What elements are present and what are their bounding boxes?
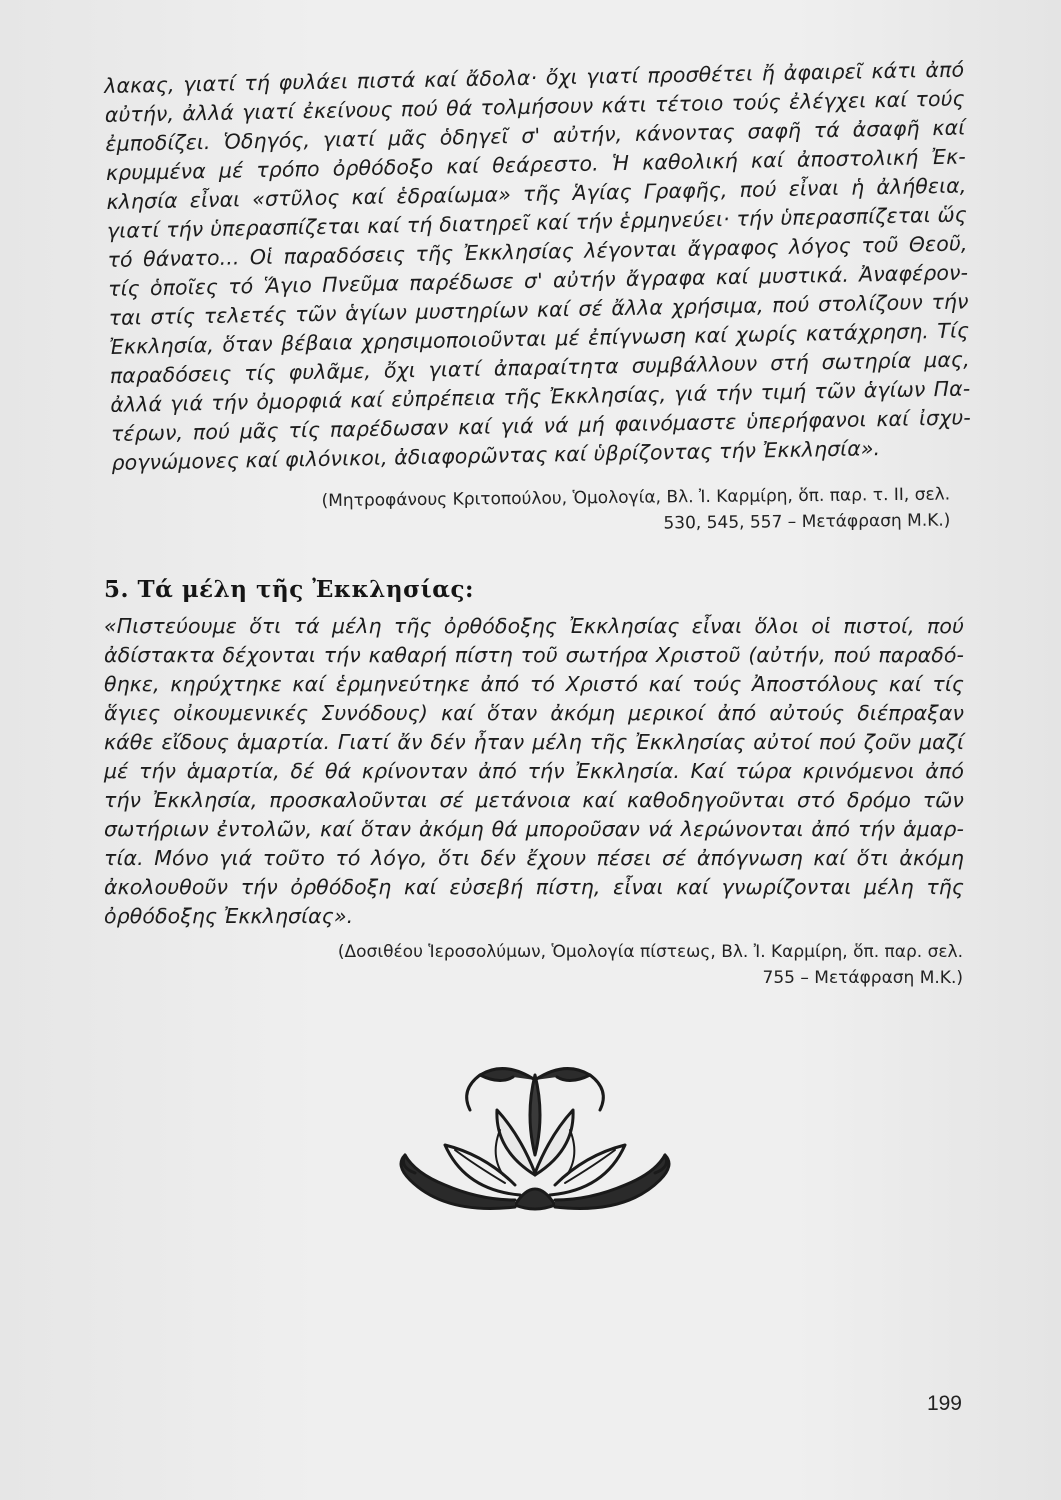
text-line: λακας, γιατί τή φυλάει πιστά καί ἄδολα· ὄχι γιατί προσθέτει ἤ ἀφαιρεῖ κάτι ἀπό [104, 57, 965, 98]
paragraph-quote-kritopoulos [104, 55, 972, 477]
text-line: ἅγιες οἰκουμενικές Συνόδους) καί ὅταν ἀκόμη μερικοί ἀπό αὐτούς διέπραξαν [104, 701, 964, 725]
text-line: παραδόσεις τίς φυλᾶμε, ὄχι γιατί ἀπαραίτητα συμβάλλουν στή σωτηρία μας, [109, 347, 970, 388]
citation-line: 530, 545, 557 – Μετάφραση Μ.Κ.) [663, 510, 951, 534]
text-line: γιατί τήν ὑπερασπίζεται καί τή διατηρεῖ καί τήν ἑρμηνεύει· τήν ὑπερασπίζεται ὥς [106, 202, 968, 243]
text-line: ρογνώμονες καί φιλόνικοι, ἀδιαφορῶντας καί ὑβρίζοντας τήν Ἐκκλησία». [111, 436, 881, 475]
citation-line: (Δοσιθέου Ἱεροσολύμων, Ὁμολογία πίστεως, Βλ. Ἰ. Καρμίρη, ὅπ. παρ. σελ. [337, 942, 963, 962]
citation-line: 755 – Μετάφραση Μ.Κ.) [762, 968, 963, 988]
text-line: ἀλλά γιά τήν ὀμορφιά καί εὐπρέπεια τῆς Ἐκκλησίας, γιά τήν τιμή τῶν ἁγίων Πα- [110, 376, 971, 417]
text-line: ὀρθόδοξης Ἐκκλησίας». [104, 904, 354, 928]
text-line: μέ τήν ἁμαρτία, δέ θά κρίνονταν ἀπό τήν Ἐκκλησία. Καί τώρα κρινόμενοι ἀπό [104, 759, 964, 783]
text-line: «Πιστεύουμε ὅτι τά μέλη τῆς ὀρθόδοξης Ἐκκλησίας εἶναι ὅλοι οἱ πιστοί, πού [104, 614, 964, 638]
text-line: θηκε, κηρύχτηκε καί ἑρμηνεύτηκε ἀπό τό Χριστό καί τούς Ἀποστόλους καί τίς [104, 672, 964, 696]
lotus-flower-icon [385, 1055, 685, 1215]
citation-kritopoulos [230, 481, 951, 541]
text-line: ἐμποδίζει. Ὁδηγός, γιατί μᾶς ὁδηγεῖ σ' αὐτήν, κάνοντας σαφῆ τά ἀσαφῆ καί [105, 115, 966, 156]
text-line: αὐτήν, ἀλλά γιατί ἐκείνους πού θά τολμήσουν κάτι τέτοιο τούς ἐλέγχει καί τούς [104, 86, 965, 127]
citation-dositheos [230, 939, 963, 991]
text-line: ἀδίστακτα δέχονται τήν καθαρή πίστη τοῦ σωτήρα Χριστοῦ (αὐτήν, πού παραδό- [104, 643, 964, 667]
text-line: κρυμμένα μέ τρόπο ὀρθόδοξο καί θεάρεστο. Ἡ καθολική καί ἀποστολική Ἐκ- [105, 144, 967, 185]
text-line: κλησία εἶναι «στῦλος καί ἑδραίωμα» τῆς Ἁγίας Γραφῆς, πού εἶναι ἡ ἀλήθεια, [106, 173, 967, 214]
text-line: τία. Μόνο γιά τοῦτο τό λόγο, ὅτι δέν ἔχουν πέσει σέ ἀπόγνωση καί ὅτι ἀκόμη [104, 846, 964, 870]
text-line: τίς ὁποῖες τό Ἅγιο Πνεῦμα παρέδωσε σ' αὐτήν ἄγραφα καί μυστικά. Ἀναφέρον- [107, 260, 969, 301]
paragraph-quote-dositheos [104, 612, 964, 931]
text-line: τέρων, πού μᾶς τίς παρέδωσαν καί γιά νά μή φαινόμαστε ὑπερήφανοι καί ἰσχυ- [110, 405, 972, 446]
page-number: 199 [926, 1392, 962, 1415]
text-line: τό θάνατο... Οἱ παραδόσεις τῆς Ἐκκλησίας λέγονται ἄγραφος λόγος τοῦ Θεοῦ, [107, 231, 968, 272]
section-heading: 5. Τά μέλη τῆς Ἐκκλησίας: [104, 576, 474, 603]
text-line: ται στίς τελετές τῶν ἁγίων μυστηρίων καί σέ ἄλλα χρήσιμα, πού στολίζουν τήν [108, 289, 969, 330]
text-line: τήν Ἐκκλησία, προσκαλοῦνται σέ μετάνοια καί καθοδηγοῦνται στό δρόμο τῶν [104, 788, 964, 812]
text-line: σωτήριων ἐντολῶν, καί ὅταν ἀκόμη θά μποροῦσαν νά λερώνονται ἀπό τήν ἁμαρ- [104, 817, 964, 841]
citation-line: (Μητροφάνους Κριτοπούλου, Ὁμολογία, Βλ. Ἰ. Καρμίρη, ὅπ. παρ. τ. ΙΙ, σελ. [321, 484, 951, 512]
text-line: ἀκολουθοῦν τήν ὀρθόδοξη καί εὐσεβή πίστη, εἶναι καί γνωρίζονται μέλη τῆς [104, 875, 964, 899]
text-line: Ἐκκλησία, ὅταν βέβαια χρησιμοποιοῦνται μέ ἐπίγνωση καί χωρίς κατάχρηση. Τίς [109, 318, 970, 359]
text-line: κάθε εἴδους ἁμαρτία. Γιατί ἄν δέν ἦταν μέλη τῆς Ἐκκλησίας αὐτοί πού ζοῦν μαζί [104, 730, 964, 754]
